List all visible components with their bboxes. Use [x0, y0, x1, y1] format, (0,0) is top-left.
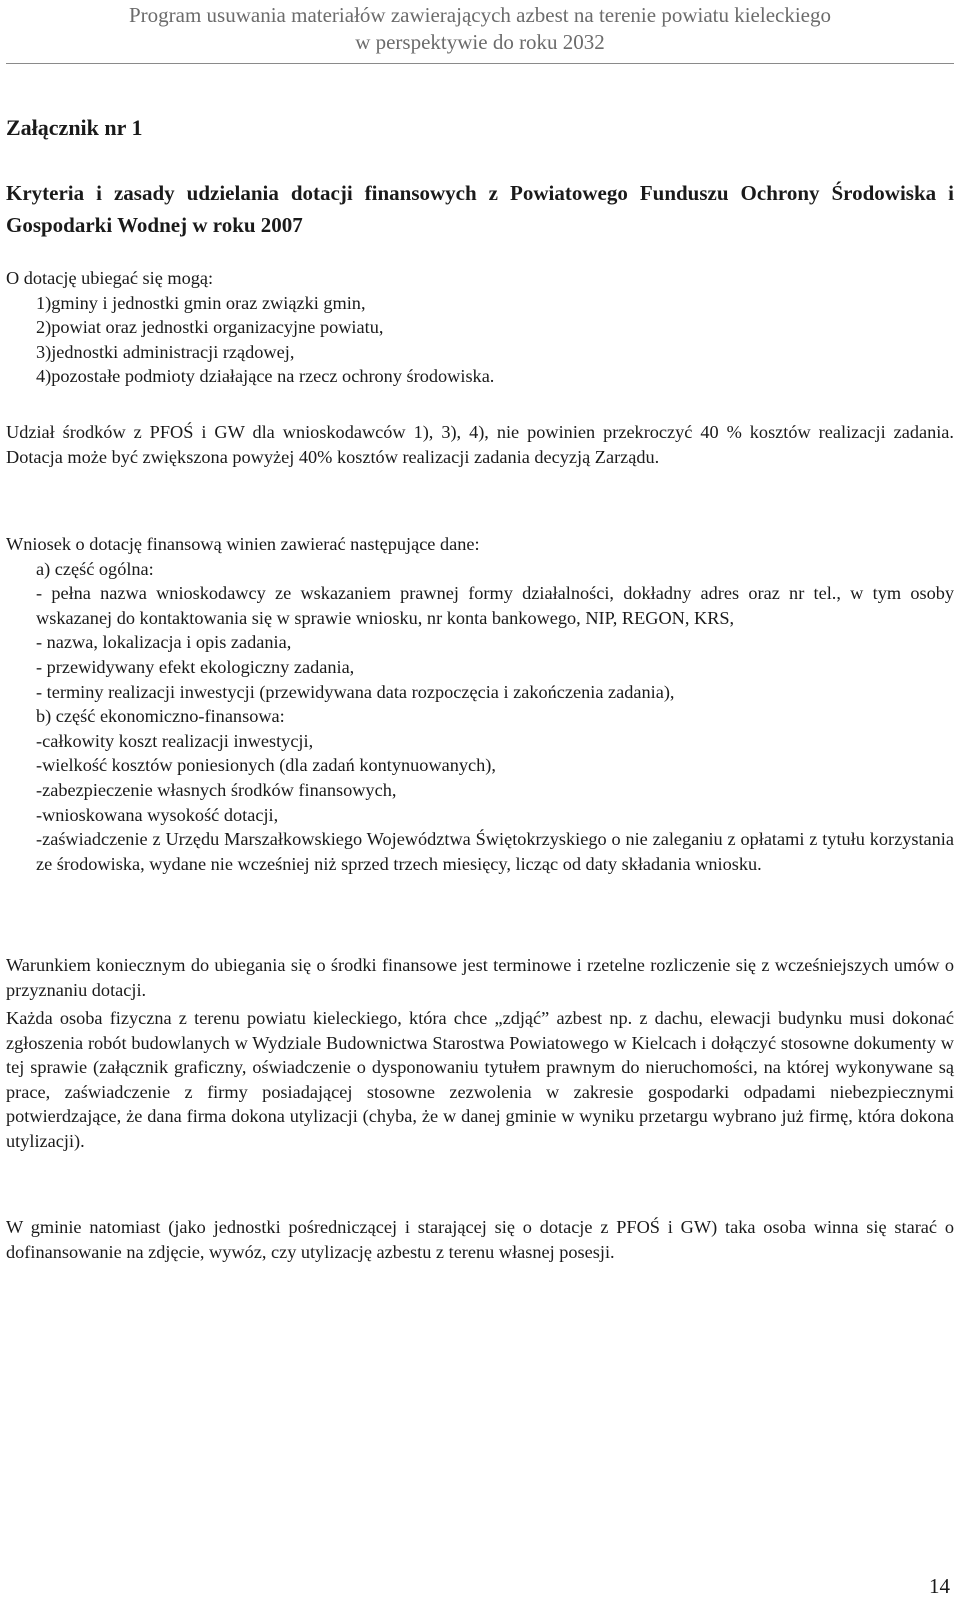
- list-item: - nazwa, lokalizacja i opis zadania,: [36, 632, 292, 653]
- list-item: 1)gminy i jednostki gmin oraz związki gmin,: [36, 292, 366, 313]
- list-item: -zabezpieczenie własnych środków finansowych,: [36, 779, 397, 800]
- list-item: - terminy realizacji inwestycji (przewidywana data rozpoczęcia i zakończenia zadania),: [36, 681, 675, 702]
- page-header: [0, 0, 960, 64]
- list-item: -zaświadczenie z Urzędu Marszałkowskiego Województwa Świętokrzyskiego o nie zaleganiu z opłatami z tytułu korzystania ze środowiska, wydane nie wcześniej niż sprzed trzech miesięcy, licząc od daty składania wniosku.: [36, 829, 954, 874]
- list-item: -całkowity koszt realizacji inwestycji,: [36, 730, 314, 751]
- page-number: 14: [929, 1574, 950, 1598]
- application-requirements: [6, 532, 954, 876]
- criteria-title: Kryteria i zasady udzielania dotacji finansowych z Powiatowego Funduszu Ochrony Środowiska i Gospodarki Wodnej w roku 2007: [6, 181, 954, 237]
- part-a-heading: a) część ogólna:: [36, 558, 154, 579]
- list-item: 3)jednostki administracji rządowej,: [36, 341, 295, 362]
- individual-procedure-paragraph: Każda osoba fizyczna z terenu powiatu kieleckiego, która chce „zdjąć” azbest np. z dachu, elewacji budynku musi dokonać zgłoszenia robót budowlanych w Wydziale Budownictwa Starostwa Powiatowego w Kielcach i dołączyć stosowne dokumenty w tej sprawie (załącznik graficzny, oświadczenie o dysponowaniu tytułem prawnym do nieruchomości, na której wykonywane są prace, zaświadczenie z firmy posiadającej stosowne zezwolenia w zakresie gospodarki odpadami niebezpiecznymi potwierdzające, że dana firma dokona utylizacji (chyba, że w danej gminie w wyniku przetargu wybrano już firmę, która dokona utylizacji).: [6, 1008, 954, 1151]
- annex-title: Załącznik nr 1: [6, 115, 143, 140]
- condition-paragraph: Warunkiem koniecznym do ubiegania się o środki finansowe jest terminowe i rzetelne rozliczenie się z wcześniejszych umów o przyznaniu dotacji.: [6, 955, 954, 1000]
- application-intro: Wniosek o dotację finansową winien zawierać następujące dane:: [6, 534, 480, 554]
- header-line-1: Program usuwania materiałów zawierających azbest na terenie powiatu kieleckiego: [128, 3, 832, 27]
- list-item: -wielkość kosztów poniesionych (dla zadań kontynuowanych),: [36, 755, 496, 776]
- list-item: - przewidywany efekt ekologiczny zadania,: [36, 656, 355, 677]
- eligible-applicants: [6, 266, 954, 389]
- list-item: 2)powiat oraz jednostki organizacyjne powiatu,: [36, 317, 384, 338]
- eligible-intro: O dotację ubiegać się mogą:: [6, 268, 214, 288]
- municipality-paragraph: W gminie natomiast (jako jednostki pośredniczącej i starającej się o dotacje z PFOŚ i GW) taka osoba winna się starać o dofinansowanie na zdjęcie, wywóz, czy utylizację azbestu z terenu własnej posesji.: [6, 1217, 954, 1262]
- part-b-heading: b) część ekonomiczno-finansowa:: [36, 706, 285, 727]
- list-item: -wnioskowana wysokość dotacji,: [36, 804, 279, 825]
- share-paragraph: Udział środków z PFOŚ i GW dla wnioskodawców 1), 3), 4), nie powinien przekroczyć 40 % kosztów realizacji zadania. Dotacja może być zwiększona powyżej 40% kosztów realizacji zadania decyzją Zarządu.: [6, 422, 954, 467]
- list-item: - pełna nazwa wnioskodawcy ze wskazaniem prawnej formy działalności, dokładny adres oraz nr tel., w tym osoby wskazanej do kontaktowania się w sprawie wniosku, nr konta bankowego, NIP, REGON, KRS,: [36, 583, 954, 628]
- header-line-2: w perspektywie do roku 2032: [355, 30, 605, 54]
- list-item: 4)pozostałe podmioty działające na rzecz ochrony środowiska.: [36, 366, 495, 387]
- header-divider: [6, 63, 954, 64]
